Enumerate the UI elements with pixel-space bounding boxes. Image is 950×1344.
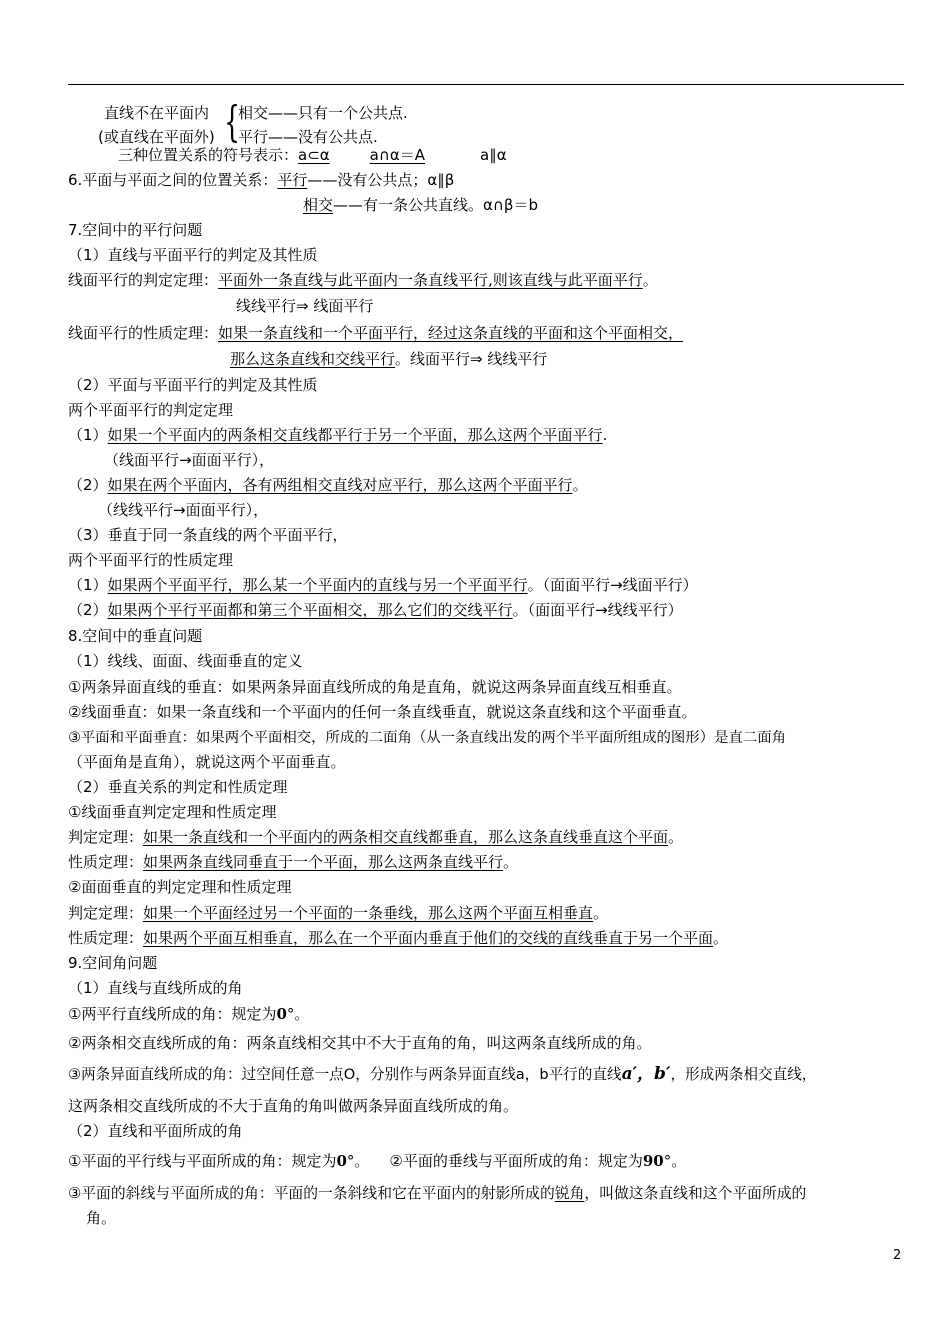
text-line: 角。: [86, 1209, 117, 1227]
text-line: ②两条相交直线所成的角：两条直线相交其中不大于直角的角，叫这两条直线所成的角。: [68, 1034, 652, 1052]
text-line: 6.平面与平面之间的位置关系：平行——没有公共点；α∥β: [68, 171, 455, 189]
text-line: 平行——没有公共点.: [238, 128, 378, 146]
text-line: （2）直线和平面所成的角: [68, 1122, 243, 1140]
section-heading: 8.空间中的垂直问题: [68, 627, 203, 645]
text-line: 两个平面平行的判定定理: [68, 401, 234, 419]
text-line: ②线面垂直：如果一条直线和一个平面内的任何一条直线垂直，就说这条直线和这个平面垂直。: [68, 703, 697, 721]
brace-symbol: {: [224, 97, 241, 146]
text-line: 线线平行⇒ 线面平行: [236, 297, 374, 315]
text-line: （2）平面与平面平行的判定及其性质: [68, 376, 318, 394]
text-line: （1）直线与平面平行的判定及其性质: [68, 246, 318, 264]
text-line: 线面平行的判定定理：平面外一条直线与此平面内一条直线平行,则该直线与此平面平行。: [68, 271, 658, 289]
text-line: （1）如果两个平面平行，那么某一个平面内的直线与另一个平面平行。（面面平行→线面平行）: [68, 576, 698, 594]
text-line: （1）线线、面面、线面垂直的定义: [68, 652, 303, 670]
text-line: ①两条异面直线的垂直：如果两条异面直线所成的角是直角，就说这两条异面直线互相垂直。: [68, 678, 682, 696]
section-heading: 7.空间中的平行问题: [68, 221, 203, 239]
header-rule: [68, 84, 904, 85]
text-line: ①两平行直线所成的角：规定为0°。: [68, 1005, 310, 1023]
text-line: 直线不在平面内: [104, 104, 210, 122]
text-line: 判定定理：如果一条直线和一个平面内的两条相交直线都垂直，那么这条直线垂直这个平面。: [68, 828, 684, 846]
text-line: ③两条异面直线所成的角：过空间任意一点O，分别作与两条异面直线a，b平行的直线a′，b′，形成两条相交直线，: [68, 1064, 817, 1084]
text-line: （3）垂直于同一条直线的两个平面平行，: [68, 526, 348, 544]
text-line: 三种位置关系的符号表示：a⊂α a∩α＝A a∥α: [118, 146, 507, 164]
page-number: 2: [893, 1248, 902, 1263]
text-line: ①平面的平行线与平面所成的角：规定为0°。 ②平面的垂线与平面所成的角：规定为90°。: [68, 1152, 687, 1170]
text-line: ③平面的斜线与平面所成的角：平面的一条斜线和它在平面内的射影所成的锐角，叫做这条直线和这个平面所成的: [68, 1185, 807, 1202]
text-line: 性质定理：如果两条直线同垂直于一个平面，那么这两条直线平行。: [68, 853, 519, 871]
text-line: （2）如果在两个平面内，各有两组相交直线对应平行，那么这两个平面平行。: [68, 476, 588, 494]
text-line: 两个平面平行的性质定理: [68, 551, 234, 569]
text-line: （2）垂直关系的判定和性质定理: [68, 778, 288, 796]
text-line: ①线面垂直判定定理和性质定理: [68, 803, 277, 821]
text-line: 相交——有一条公共直线。α∩β＝b: [303, 196, 538, 214]
text-line: ③平面和平面垂直：如果两个平面相交，所成的二面角（从一条直线出发的两个半平面所组成的图形）是直二面角: [68, 730, 787, 746]
text-line: 线面平行的性质定理：如果一条直线和一个平面平行，经过这条直线的平面和这个平面相交，: [68, 324, 684, 342]
text-line: ②面面垂直的判定定理和性质定理: [68, 878, 292, 896]
text-line: 性质定理：如果两个平面互相垂直，那么在一个平面内垂直于他们的交线的直线垂直于另一个平面。: [68, 929, 729, 947]
text-line: (或直线在平面外): [98, 128, 215, 146]
text-line: （2）如果两个平行平面都和第三个平面相交，那么它们的交线平行。（面面平行→线线平行）: [68, 601, 683, 619]
text-line: 那么这条直线和交线平行。线面平行⇒ 线线平行: [230, 350, 548, 368]
text-line: （1）如果一个平面内的两条相交直线都平行于另一个平面，那么这两个平面平行.: [68, 426, 608, 444]
text-line: 判定定理：如果一个平面经过另一个平面的一条垂线，那么这两个平面互相垂直。: [68, 904, 609, 922]
text-line: 这两条相交直线所成的不大于直角的角叫做两条异面直线所成的角。: [68, 1097, 519, 1115]
text-line: 相交——只有一个公共点.: [238, 104, 408, 122]
text-line: （1）直线与直线所成的角: [68, 979, 243, 997]
text-line: （平面角是直角），就说这两个平面垂直。: [68, 753, 346, 771]
section-heading: 9.空间角问题: [68, 954, 158, 972]
text-line: （线面平行→面面平行），: [104, 451, 275, 469]
text-line: （线线平行→面面平行），: [98, 501, 269, 519]
